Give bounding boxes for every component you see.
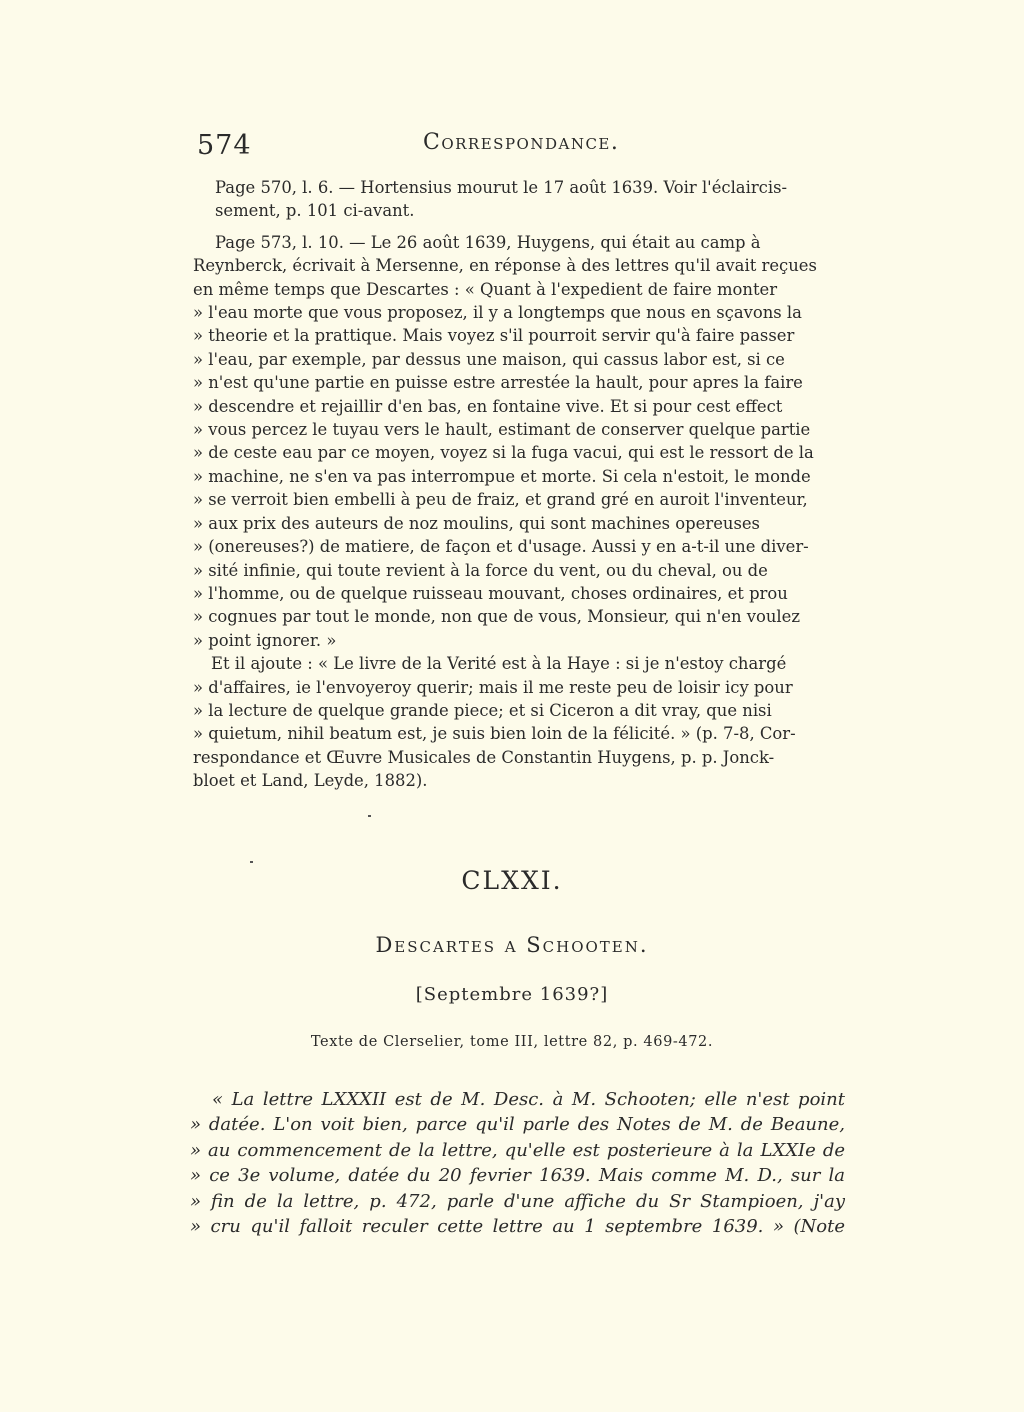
quote-line: » fin de la lettre, p. 472, parle d'une affiche du Sr Stampioen, j'ay [190, 1190, 845, 1212]
note-line: respondance et Œuvre Musicales de Constantin Huygens, p. p. Jonck- [193, 747, 775, 767]
note-line: » d'affaires, ie l'envoyeroy querir; mais il me reste peu de loisir icy pour [193, 677, 793, 697]
note-line: » l'eau, par exemple, par dessus une maison, qui cassus labor est, si ce [193, 349, 785, 369]
note-line: Et il ajoute : « Le livre de la Verité est à la Haye : si je n'estoy chargé [211, 654, 787, 674]
letter-number: CLXXI. [461, 866, 563, 895]
ink-speck [368, 815, 371, 817]
note-line: en même temps que Descartes : « Quant à l'expedient de faire monter [193, 279, 778, 299]
note-line: Reynberck, écrivait à Mersenne, en réponse à des lettres qu'il avait reçues [193, 256, 817, 276]
note-huygens-continued [193, 652, 843, 792]
ink-speck [250, 861, 253, 863]
quote-line: » au commencement de la lettre, qu'elle est posterieure à la LXXIe de [190, 1139, 845, 1161]
quote-line: » ce 3e volume, datée du 20 fevrier 1639. Mais comme M. D., sur la [190, 1165, 845, 1187]
note-line: » cognues par tout le monde, non que de vous, Monsieur, qui n'en voulez [193, 607, 800, 627]
note-line: » descendre et rejaillir d'en bas, en fontaine vive. Et si pour cest effect [193, 396, 783, 416]
note-line: » point ignorer. » [193, 630, 337, 650]
page-number: 574 [197, 130, 252, 161]
note-line: » l'homme, ou de quelque ruisseau mouvant, choses ordinaires, et prou [193, 583, 788, 603]
note-huygens [193, 231, 843, 652]
note-line: » sité infinie, qui toute revient à la force du vent, ou du cheval, ou de [193, 560, 768, 580]
editorial-notes [193, 176, 843, 793]
quote-line: » datée. L'on voit bien, parce qu'il parle des Notes de M. de Beaune, [190, 1114, 845, 1136]
note-line: » theorie et la prattique. Mais voyez s'il pourroit servir qu'à faire passer [193, 326, 795, 346]
note-line: » machine, ne s'en va pas interrompue et morte. Si cela n'estoit, le monde [193, 466, 811, 486]
letter-date: [Septembre 1639?] [415, 984, 609, 1005]
note-line: » vous percez le tuyau vers le hault, estimant de conserver quelque partie [193, 420, 811, 440]
quote-line: » cru qu'il falloit reculer cette lettre au 1 septembre 1639. » (Note [190, 1216, 845, 1238]
note-line: » aux prix des auteurs de noz moulins, qui sont machines opereuses [193, 513, 760, 533]
letter-title: Descartes a Schooten. [375, 933, 649, 957]
note-line: » n'est qu'une partie en puisse estre arrestée la hault, pour apres la faire [193, 373, 803, 393]
note-line: Page 570, l. 6. — Hortensius mourut le 17 août 1639. Voir l'éclaircis- [215, 178, 788, 197]
note-line: » quietum, nihil beatum est, je suis bien loin de la félicité. » (p. 7-8, Cor- [193, 724, 796, 744]
note-hortensius [193, 176, 843, 223]
letter-source: Texte de Clerselier, tome III, lettre 82, p. 469-472. [310, 1034, 714, 1050]
note-line: » se verroit bien embelli à peu de fraiz, et grand gré en auroit l'inventeur, [193, 490, 808, 510]
note-line: » la lecture de quelque grande piece; et si Ciceron a dit vray, que nisi [193, 700, 772, 720]
note-line: » l'eau morte que vous proposez, il y a longtemps que nous en sçavons la [193, 303, 802, 323]
quote-line: « La lettre LXXXII est de M. Desc. à M. Schooten; elle n'est point [212, 1089, 845, 1110]
note-line: sement, p. 101 ci-avant. [215, 201, 415, 221]
editor-quote [190, 1087, 845, 1239]
note-line: » (onereuses?) de matiere, de façon et d'usage. Aussi y en a-t-il une diver- [193, 537, 809, 557]
note-line: » de ceste eau par ce moyen, voyez si la fuga vacui, qui est le ressort de la [193, 443, 814, 463]
note-line: bloet et Land, Leyde, 1882). [193, 771, 428, 791]
running-head: Correspondance. [423, 130, 620, 155]
note-line: Page 573, l. 10. — Le 26 août 1639, Huygens, qui était au camp à [215, 232, 761, 252]
